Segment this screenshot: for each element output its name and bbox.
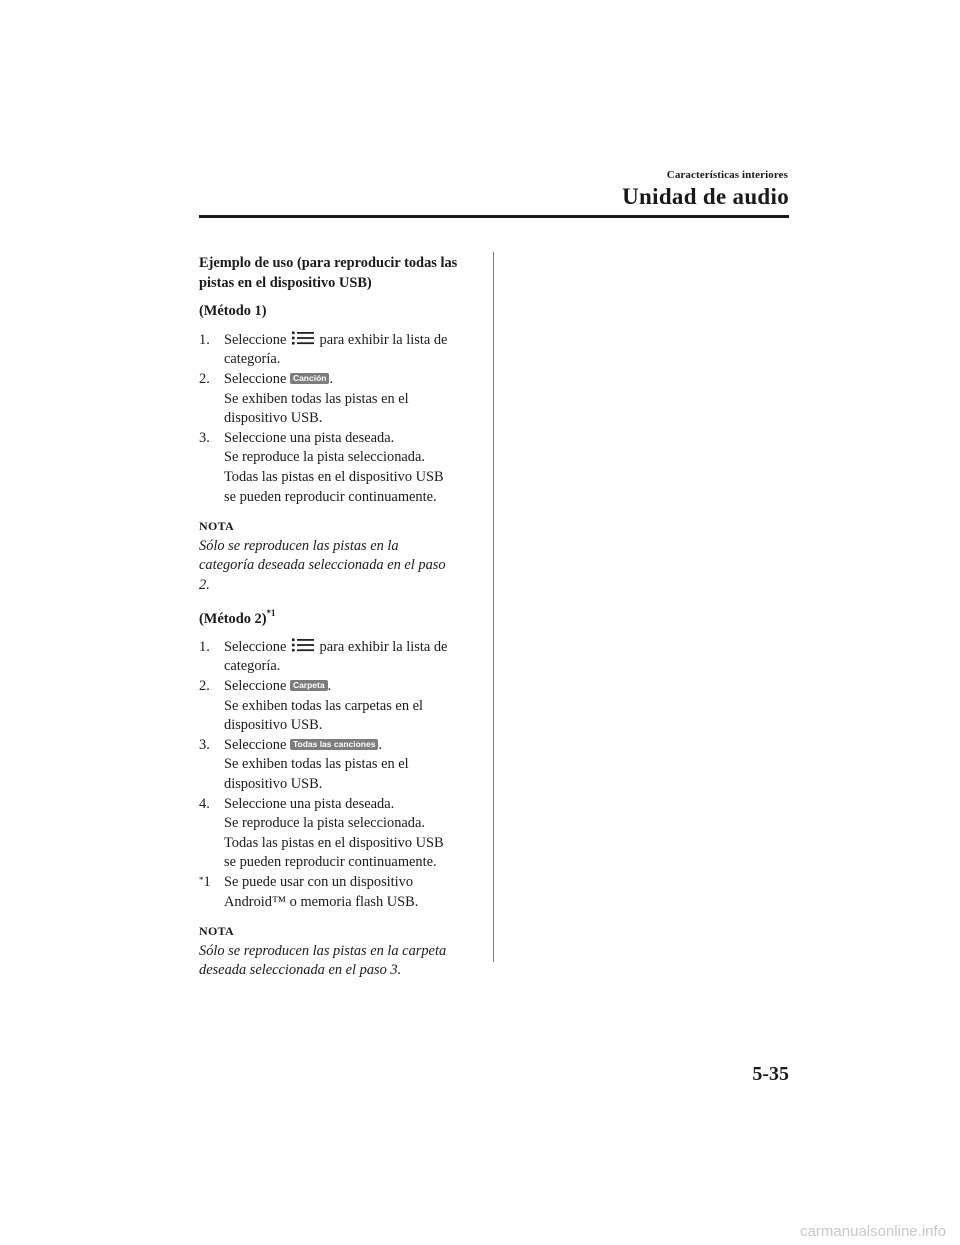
content-column — [199, 254, 484, 981]
section-title: Características interiores — [666, 169, 788, 181]
step-number: 3. — [199, 429, 210, 446]
step-item — [199, 638, 484, 677]
step-text: categoría. — [224, 351, 281, 368]
step-text: Seleccione una pista deseada. — [224, 795, 395, 812]
step-detail: se pueden reproducir continuamente. — [224, 854, 437, 871]
step-text: Seleccione — [224, 736, 287, 753]
carpeta-chip: Carpeta — [290, 680, 328, 691]
footnote-asterisk: * — [199, 875, 204, 886]
step-detail: Se exhiben todas las pistas en el — [224, 756, 409, 773]
step-text: Seleccione — [224, 370, 287, 387]
step-number: 3. — [199, 736, 210, 753]
step-text: Seleccione — [224, 638, 287, 655]
column-divider — [493, 252, 494, 962]
footnote — [199, 873, 484, 912]
method-2-title-text: (Método 2) — [199, 610, 267, 627]
header-rule — [199, 215, 789, 218]
page-number: 5-35 — [752, 1063, 789, 1085]
page-title: Unidad de audio — [622, 184, 789, 209]
step-text: . — [329, 370, 334, 387]
step-number: 2. — [199, 678, 210, 695]
method-2-title — [199, 605, 484, 629]
watermark: carmanualsonline.info — [800, 1223, 946, 1240]
note-line: 2. — [199, 576, 210, 593]
step-item — [199, 331, 484, 370]
footnote-mark: *1 — [266, 607, 276, 618]
step-text: Seleccione — [224, 331, 287, 348]
step-number: 4. — [199, 795, 210, 812]
step-detail: Se exhiben todas las carpetas en el — [224, 697, 423, 714]
step-detail: dispositivo USB. — [224, 717, 323, 734]
step-detail: Se reproduce la pista seleccionada. — [224, 449, 425, 466]
note-text — [199, 537, 484, 596]
footnote-text: Android™ o memoria flash USB. — [224, 893, 419, 910]
step-detail: Todas las pistas en el dispositivo USB — [224, 468, 444, 485]
step-text: para exhibir la lista de — [319, 638, 448, 655]
step-text: . — [378, 736, 383, 753]
method-1-title: (Método 1) — [199, 303, 267, 320]
note-line: deseada seleccionada en el paso 3. — [199, 962, 402, 979]
step-detail: Se exhiben todas las pistas en el — [224, 390, 409, 407]
step-item — [199, 677, 484, 736]
step-number: 2. — [199, 370, 210, 387]
step-item — [199, 370, 484, 429]
note-line: categoría deseada seleccionada en el paso — [199, 557, 446, 574]
step-detail: Todas las pistas en el dispositivo USB — [224, 834, 444, 851]
step-detail: dispositivo USB. — [224, 410, 323, 427]
note-line: Sólo se reproducen las pistas en la carpeta — [199, 942, 447, 959]
todas-las-canciones-chip: Todas las canciones — [290, 739, 379, 750]
footnote-marker — [199, 873, 211, 893]
note-label: NOTA — [199, 519, 234, 534]
cancion-chip: Canción — [290, 373, 330, 384]
list-icon — [291, 331, 315, 345]
step-text: Seleccione una pista deseada. — [224, 429, 395, 446]
note-text — [199, 942, 484, 981]
step-number: 1. — [199, 638, 210, 655]
footnote-text: Se puede usar con un dispositivo — [224, 874, 414, 891]
step-detail: dispositivo USB. — [224, 776, 323, 793]
step-item — [199, 795, 484, 873]
step-detail: se pueden reproducir continuamente. — [224, 488, 437, 505]
step-number: 1. — [199, 331, 210, 348]
note-label: NOTA — [199, 924, 234, 939]
step-text: . — [327, 678, 332, 695]
footnote-number: 1 — [203, 874, 211, 891]
step-item — [199, 736, 484, 795]
list-icon — [291, 638, 315, 652]
example-heading: Ejemplo de uso (para reproducir todas las pistas en el dispositivo USB) — [199, 255, 458, 291]
method-2-steps — [199, 638, 484, 912]
step-text: para exhibir la lista de — [319, 331, 448, 348]
step-detail: Se reproduce la pista seleccionada. — [224, 815, 425, 832]
step-item — [199, 429, 484, 507]
note-line: Sólo se reproducen las pistas en la — [199, 537, 399, 554]
step-text: categoría. — [224, 658, 281, 675]
method-1-steps — [199, 331, 484, 507]
step-text: Seleccione — [224, 678, 287, 695]
